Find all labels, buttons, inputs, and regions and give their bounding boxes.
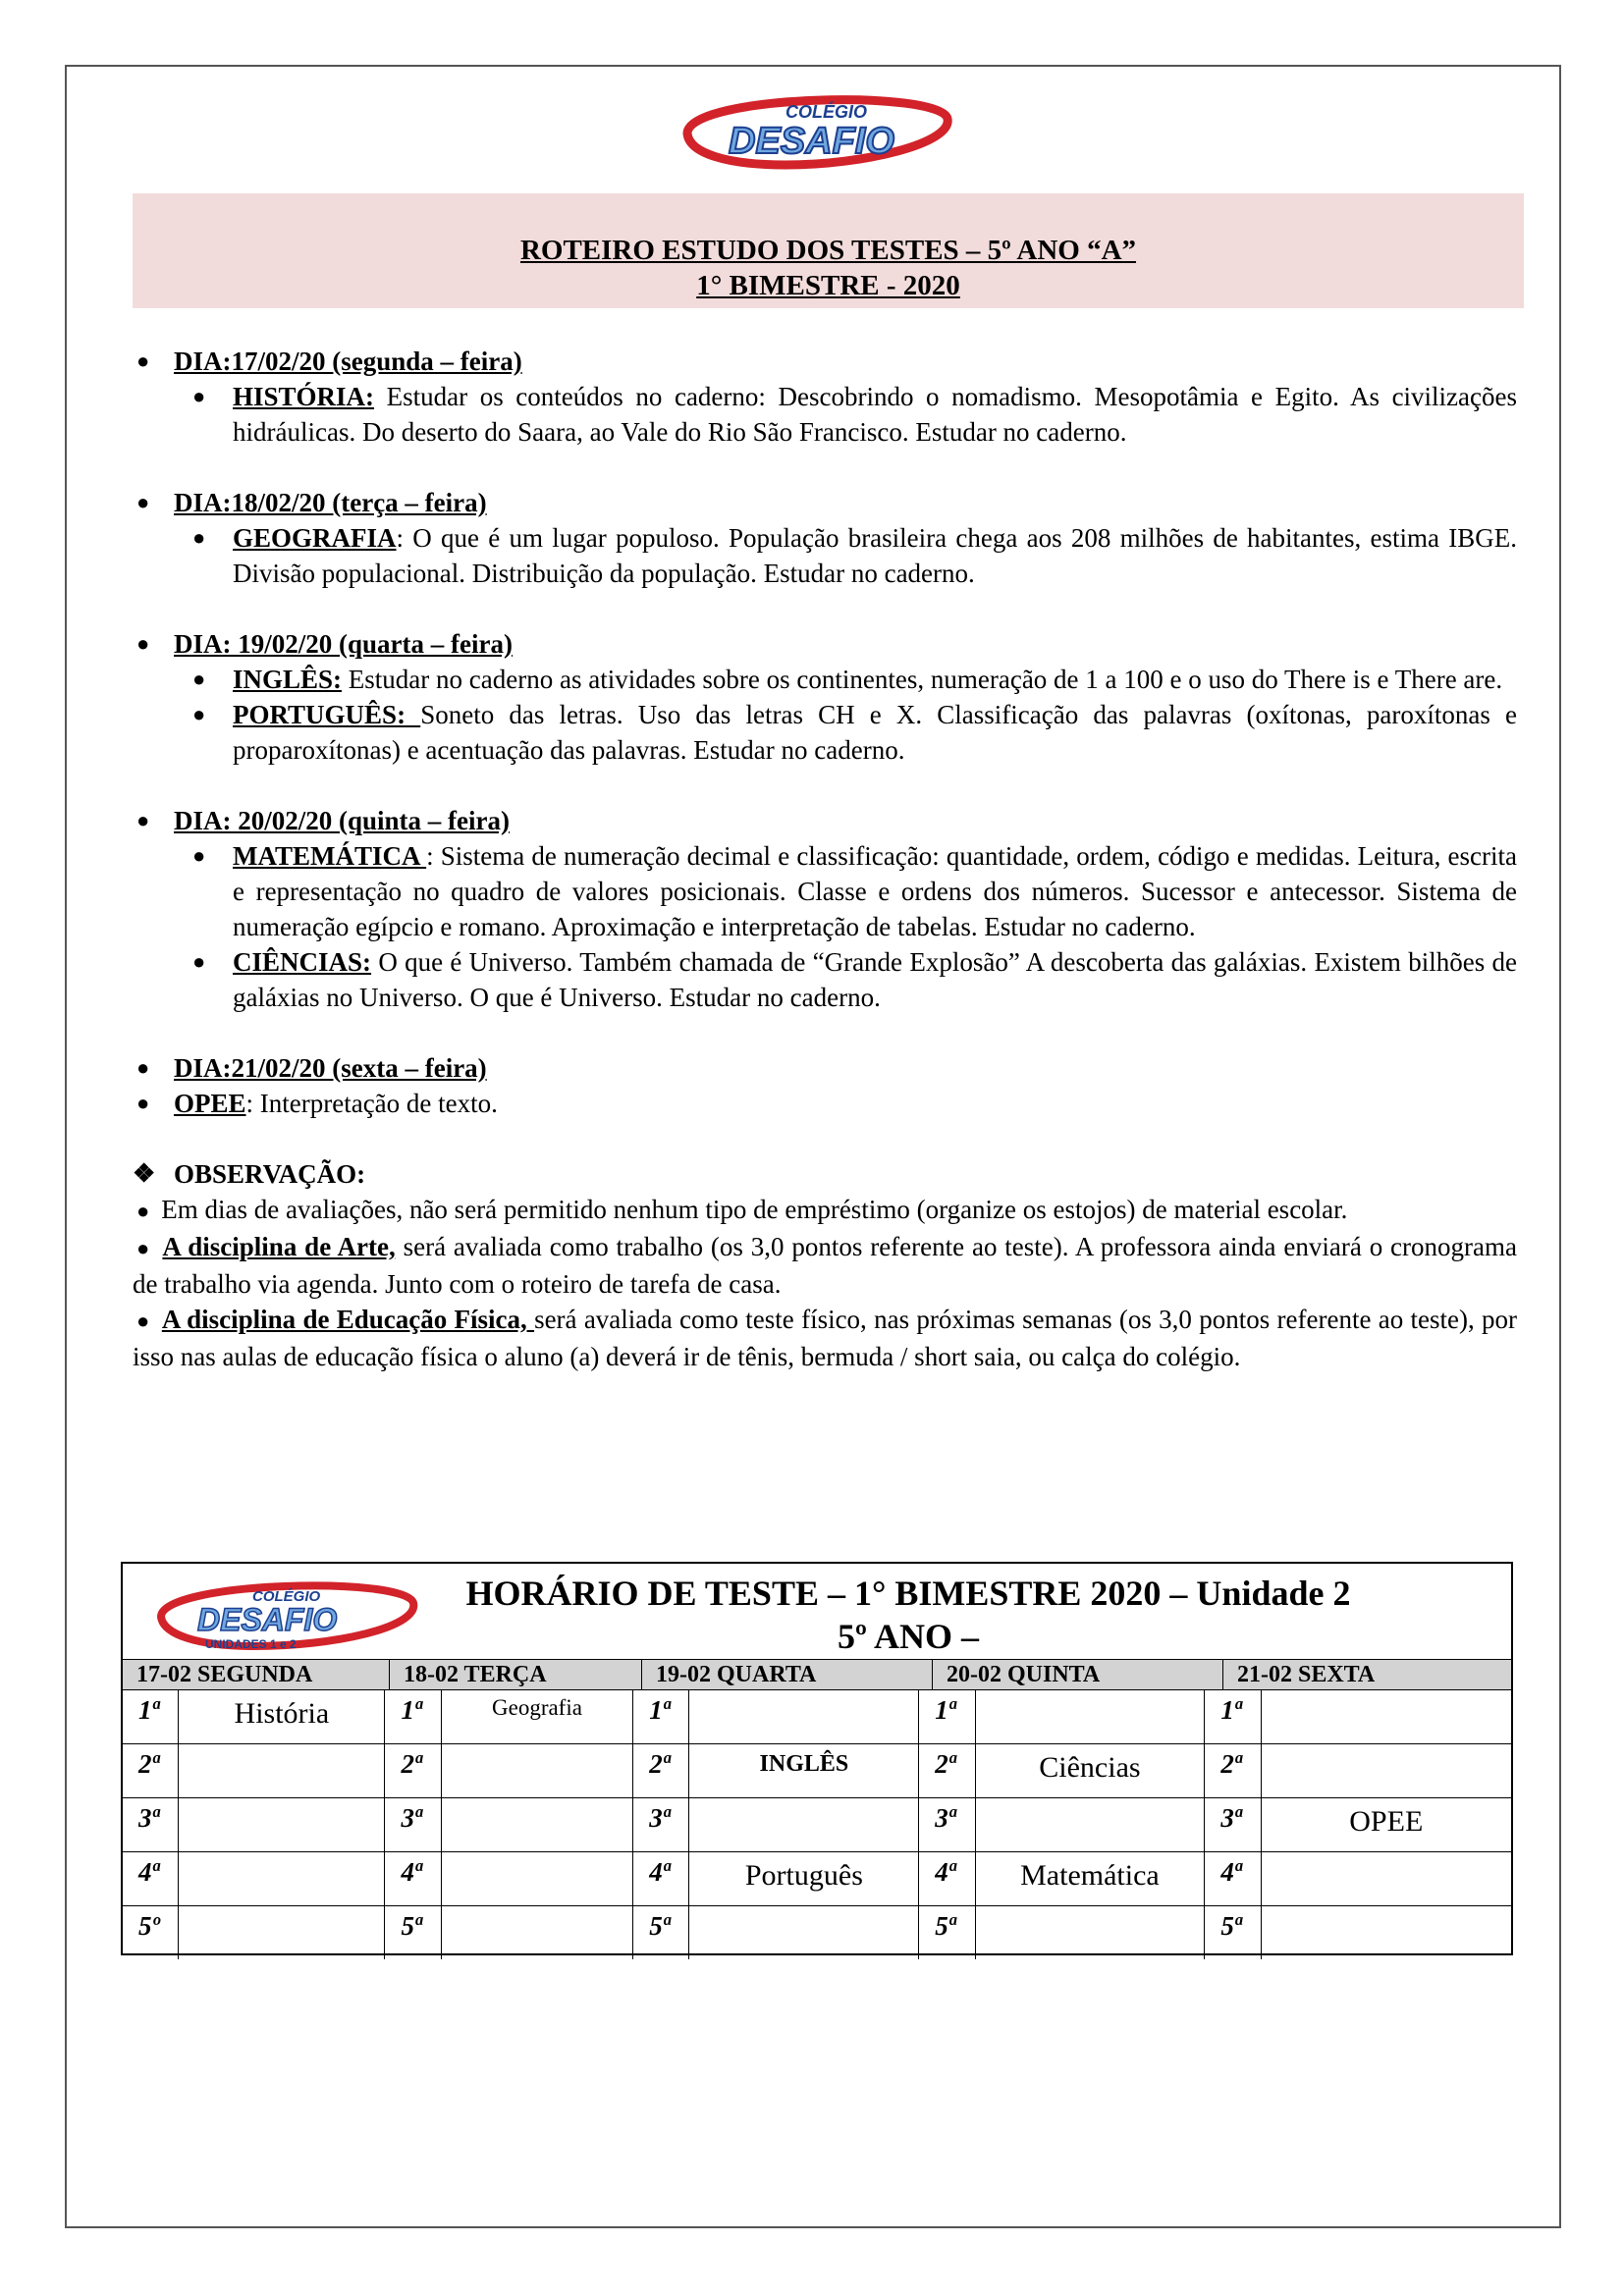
subject-name: GEOGRAFIA xyxy=(233,523,397,553)
period-number: 1ª xyxy=(385,1690,441,1743)
period-number: 1ª xyxy=(633,1690,689,1743)
schedule-header xyxy=(123,1564,1511,1660)
period-number: 4ª xyxy=(919,1852,975,1905)
day-header: 17-02 SEGUNDA xyxy=(123,1660,390,1689)
bullet-icon: ● xyxy=(192,525,206,550)
period-number: 2ª xyxy=(919,1744,975,1797)
period-number: 5ª xyxy=(385,1906,441,1959)
observation-bold: A disciplina de Arte, xyxy=(162,1232,396,1261)
schedule-row xyxy=(123,1690,1511,1744)
subject-cell xyxy=(179,1852,385,1905)
diamond-bullet-icon: ❖ xyxy=(133,1159,156,1188)
subject-text: Estudar no caderno as atividades sobre os continentes, numeração de 1 a 100 e o uso do There is e There are. xyxy=(342,665,1503,694)
study-guide xyxy=(133,344,1517,1374)
day-header: 19-02 QUARTA xyxy=(642,1660,933,1689)
subject-text: : O que é um lugar populoso. População brasileira chega aos 208 milhões de habitantes, estima IBGE. Divisão populacional. Distribuição da população. Estudar no caderno. xyxy=(233,523,1517,588)
period-number: 3ª xyxy=(385,1798,441,1851)
period-number: 4ª xyxy=(633,1852,689,1905)
subject-cell: Ciências xyxy=(976,1744,1206,1797)
day-entry xyxy=(133,485,1517,520)
period-number: 4ª xyxy=(1205,1852,1261,1905)
period-number: 5º xyxy=(123,1906,179,1959)
subject-cell xyxy=(442,1744,633,1797)
period-number: 4ª xyxy=(385,1852,441,1905)
subject-name: PORTUGUÊS: xyxy=(233,700,421,729)
bullet-icon: ● xyxy=(136,1055,150,1080)
bullet-icon: ● xyxy=(136,1199,150,1223)
day-label: DIA: 20/02/20 (quinta – feira) xyxy=(174,806,510,835)
subject-cell xyxy=(442,1798,633,1851)
period-number: 2ª xyxy=(633,1744,689,1797)
subject-cell xyxy=(1262,1906,1511,1959)
day-entry xyxy=(133,803,1517,838)
observation-heading xyxy=(133,1156,1517,1192)
subject-item xyxy=(189,379,1517,450)
subject-cell xyxy=(976,1690,1206,1743)
subject-cell: OPEE xyxy=(1349,1805,1424,1838)
period-number: 3ª xyxy=(633,1798,689,1851)
period-number: 4ª xyxy=(123,1852,179,1905)
bullet-icon: ● xyxy=(136,1091,150,1115)
schedule-row xyxy=(123,1744,1511,1798)
bullet-icon: ● xyxy=(136,808,150,832)
period-number: 2ª xyxy=(1205,1744,1261,1797)
subject-cell: Matemática xyxy=(976,1852,1206,1905)
schedule-subtitle: 5º ANO – xyxy=(838,1617,979,1656)
subject-cell xyxy=(1262,1852,1511,1905)
subject-cell xyxy=(179,1906,385,1959)
bullet-icon: ● xyxy=(192,667,206,691)
period-number: 5ª xyxy=(633,1906,689,1959)
bullet-icon: ● xyxy=(192,702,206,726)
bullet-icon: ● xyxy=(192,384,206,408)
period-number: 3ª xyxy=(1205,1798,1261,1851)
subject-name: OPEE xyxy=(174,1089,246,1118)
subject-text: Estudar os conteúdos no caderno: Descobrindo o nomadismo. Mesopotâmia e Egito. As civilizações hidráulicas. Do deserto do Saara, ao Vale do Rio São Francisco. Estudar no caderno. xyxy=(233,382,1517,447)
logo-main-text: DESAFIO xyxy=(729,121,894,162)
day-label: DIA:17/02/20 (segunda – feira) xyxy=(174,347,522,376)
day-label: DIA:21/02/20 (sexta – feira) xyxy=(174,1053,487,1083)
colegio-desafio-logo-small xyxy=(146,1574,431,1652)
test-schedule-table xyxy=(121,1562,1513,1955)
subject-cell: INGLÊS xyxy=(689,1744,919,1797)
day-label: DIA:18/02/20 (terça – feira) xyxy=(174,488,487,517)
subject-text: : Interpretação de texto. xyxy=(245,1089,498,1118)
day-header: 21-02 SEXTA xyxy=(1237,1662,1376,1687)
subject-cell xyxy=(442,1906,633,1959)
observation-text: será avaliada como trabalho (os 3,0 pontos referente ao teste). A professora ainda enviará o cronograma de trabalho via agenda. Junto com o roteiro de tarefa de casa. xyxy=(133,1232,1517,1299)
bullet-icon: ● xyxy=(136,490,150,514)
document-title: ROTEIRO ESTUDO DOS TESTES – 5º ANO “A” xyxy=(519,235,1137,266)
logo-top-text: COLÉGIO xyxy=(252,1588,321,1605)
observation-paragraph xyxy=(133,1229,1517,1302)
period-number: 5ª xyxy=(919,1906,975,1959)
subject-cell xyxy=(689,1798,919,1851)
subject-name: INGLÊS: xyxy=(233,665,343,694)
day-label: DIA: 19/02/20 (quarta – feira) xyxy=(174,629,513,659)
subject-cell xyxy=(689,1906,919,1959)
subject-cell xyxy=(179,1798,385,1851)
schedule-day-headers xyxy=(123,1660,1511,1690)
schedule-title: HORÁRIO DE TESTE – 1° BIMESTRE 2020 – Unidade 2 xyxy=(465,1574,1351,1613)
subject-cell: Português xyxy=(689,1852,919,1905)
observation-text: será avaliada como teste físico, nas próximas semanas (os 3,0 pontos referente ao teste), por isso nas aulas de educação física o aluno (a) deverá ir de tênis, bermuda / short saia, ou calça do colégio. xyxy=(133,1305,1517,1371)
observation-text: Em dias de avaliações, não será permitido nenhum tipo de empréstimo (organize os estojos) de material escolar. xyxy=(161,1195,1348,1224)
colegio-desafio-logo xyxy=(668,84,962,173)
schedule-row xyxy=(123,1798,1511,1852)
subject-text: : Sistema de numeração decimal e classificação: quantidade, ordem, código e medidas. Leitura, escrita e representação no quadro de valores posicionais. Classe e ordens dos números. Sucessor e antecessor. Sistema de numeração egípcio e romano. Aproximação e interpretação de tabelas. Estudar no caderno. xyxy=(233,841,1517,941)
observation-paragraph xyxy=(133,1192,1517,1229)
subject-text: Soneto das letras. Uso das letras CH e X. Classificação das palavras (oxítonas, paroxítonas e proparoxítonas) e acentuação das palavras. Estudar no caderno. xyxy=(233,700,1517,765)
period-number: 3ª xyxy=(123,1798,179,1851)
schedule-row xyxy=(123,1906,1511,1959)
subject-name: HISTÓRIA: xyxy=(233,382,375,411)
subject-cell: Geografia xyxy=(442,1690,633,1743)
logo-top-text: COLÉGIO xyxy=(785,102,868,122)
subject-item xyxy=(189,697,1517,768)
bullet-icon: ● xyxy=(136,1308,150,1333)
observation-title: OBSERVAÇÃO: xyxy=(174,1159,366,1189)
subject-cell xyxy=(1262,1744,1511,1797)
period-number: 2ª xyxy=(385,1744,441,1797)
period-number: 5ª xyxy=(1205,1906,1261,1959)
bullet-icon: ● xyxy=(192,843,206,868)
logo-main-text: DESAFIO xyxy=(197,1602,338,1637)
period-number: 1ª xyxy=(123,1690,179,1743)
subject-cell xyxy=(976,1906,1206,1959)
subject-cell xyxy=(442,1852,633,1905)
schedule-row xyxy=(123,1852,1511,1906)
bullet-icon: ● xyxy=(136,631,150,656)
day-entry xyxy=(133,626,1517,662)
day-header: 20-02 QUINTA xyxy=(933,1660,1223,1689)
document-subtitle: 1° BIMESTRE - 2020 xyxy=(696,270,960,301)
subject-item xyxy=(189,944,1517,1015)
subject-name: CIÊNCIAS: xyxy=(233,947,372,977)
bullet-icon: ● xyxy=(136,348,150,373)
day-header: 18-02 TERÇA xyxy=(390,1660,642,1689)
bullet-icon: ● xyxy=(192,949,206,974)
observation-bold: A disciplina de Educação Física, xyxy=(161,1305,535,1334)
subject-item xyxy=(189,520,1517,591)
period-number: 1ª xyxy=(919,1690,975,1743)
subject-item xyxy=(189,662,1517,697)
subject-item xyxy=(133,1086,1517,1121)
logo-sub-text: UNIDADES 1 e 2 xyxy=(205,1637,297,1651)
subject-cell xyxy=(689,1690,919,1743)
period-number: 3ª xyxy=(919,1798,975,1851)
title-banner xyxy=(133,193,1524,308)
subject-cell xyxy=(976,1798,1206,1851)
observation-paragraph xyxy=(133,1302,1517,1374)
subject-item xyxy=(189,838,1517,944)
subject-text: O que é Universo. Também chamada de “Grande Explosão” A descoberta das galáxias. Existem bilhões de galáxias no Universo. O que é Universo. Estudar no caderno. xyxy=(233,947,1517,1012)
day-entry xyxy=(133,1050,1517,1086)
subject-name: MATEMÁTICA xyxy=(233,841,427,871)
period-number: 1ª xyxy=(1205,1690,1261,1743)
subject-cell xyxy=(179,1744,385,1797)
bullet-icon: ● xyxy=(136,1236,151,1260)
period-number: 2ª xyxy=(123,1744,179,1797)
subject-cell xyxy=(1262,1690,1511,1743)
day-entry xyxy=(133,344,1517,379)
subject-cell: História xyxy=(179,1690,385,1743)
